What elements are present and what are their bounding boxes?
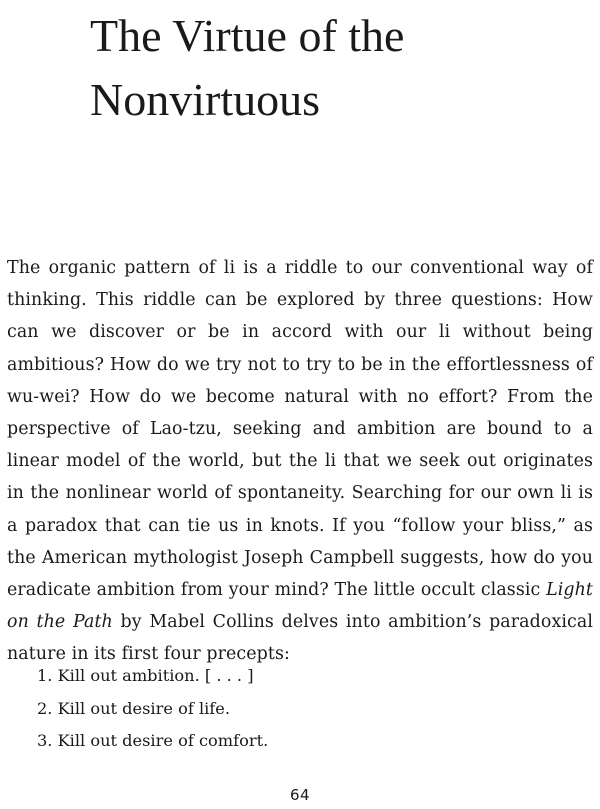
page-number: 64	[289, 786, 311, 804]
chapter-title	[90, 4, 570, 132]
precept-item-3: 3. Kill out desire of comfort.	[37, 731, 269, 750]
chapter-title-line-2: Nonvirtuous	[90, 74, 320, 125]
precept-item-1: 1. Kill out ambition. [ . . . ]	[37, 666, 254, 685]
book-title-italic: Light on the Path	[7, 580, 593, 633]
precepts-list	[37, 660, 268, 758]
paragraph-text-part-2: by Mabel Collins delves into ambition’s paradoxical nature in its first four precepts:	[7, 612, 593, 665]
chapter-title-line-1: The Virtue of the	[90, 10, 405, 61]
paragraph-text-part-1: The organic pattern of li is a riddle to our conventional way of thinking. This riddle can be explored by three questions: How can we discover or be in accord with our li without being ambitious? How do we try not to try to be in the effortlessness of wu-wei? How do we become natural with no effort? From the perspective of Lao-tzu, seeking and ambition are bound to a linear model of the world, but the li that we seek out originates in the nonlinear world of spontaneity. Searching for our own li is a paradox that can tie us in knots. If you “follow your bliss,” as the American mythologist Joseph Campbell suggests, how do you eradicate ambition from your mind? The little occult classic	[7, 258, 593, 601]
precept-item-2: 2. Kill out desire of life.	[37, 698, 231, 718]
body-paragraph	[7, 252, 593, 671]
